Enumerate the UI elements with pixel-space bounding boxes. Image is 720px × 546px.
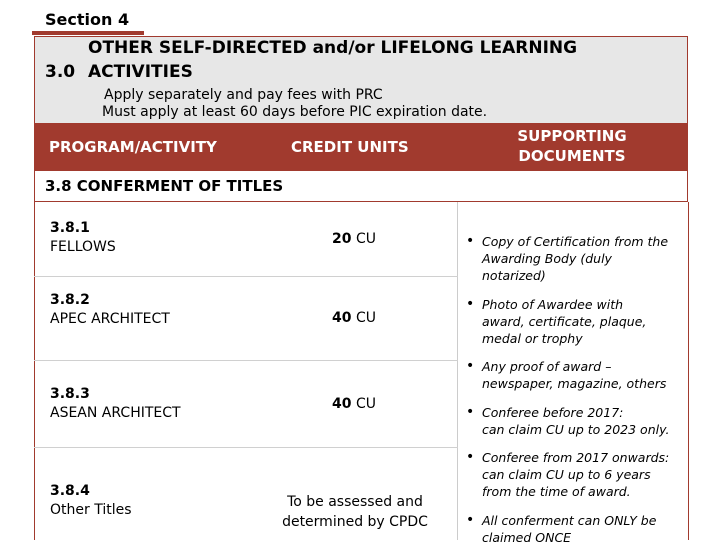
document-item	[466, 233, 691, 284]
doc-line: Conferee before 2017:	[482, 405, 624, 420]
doc-line: award, certificate, plaque,	[482, 314, 647, 329]
credit-unit: CU	[355, 396, 376, 412]
credit-value: 20	[332, 231, 352, 247]
doc-line: claimed ONCE	[482, 530, 572, 545]
document-item	[466, 358, 691, 392]
bullet: •	[466, 358, 475, 374]
supporting-line1: SUPPORTING	[517, 127, 627, 145]
subheading: 3.8 CONFERMENT OF TITLES	[45, 177, 284, 195]
header-note-line2: Must apply at least 60 days before PIC expiration date.	[102, 104, 488, 120]
bullet: •	[466, 512, 475, 528]
document-item	[466, 296, 691, 347]
doc-line: notarized)	[482, 268, 546, 283]
row-name: APEC ARCHITECT	[50, 311, 170, 327]
row-code: 3.8.3	[50, 386, 90, 402]
doc-line: Photo of Awardee with	[482, 297, 624, 312]
header-note-line1: Apply separately and pay fees with PRC	[104, 87, 383, 103]
document-item	[466, 449, 691, 500]
document-item	[466, 404, 691, 438]
supporting-line2: DOCUMENTS	[518, 147, 626, 165]
row-name: FELLOWS	[50, 239, 116, 255]
document-item	[466, 512, 691, 546]
doc-line: medal or trophy	[482, 331, 583, 346]
row-name: Other Titles	[50, 502, 132, 518]
header-title-line1: OTHER SELF-DIRECTED and/or LIFELONG LEARNING	[88, 38, 578, 58]
doc-line: from the time of award.	[482, 484, 631, 499]
bullet: •	[466, 404, 475, 420]
credit-unit: CU	[355, 231, 376, 247]
doc-line: newspaper, magazine, others	[482, 376, 667, 391]
row-code: 3.8.4	[50, 483, 90, 499]
doc-line: Awarding Body (duly	[482, 251, 612, 266]
row-code: 3.8.2	[50, 292, 90, 308]
bullet: •	[466, 296, 475, 312]
credit-units	[332, 396, 376, 412]
header-title-line2: ACTIVITIES	[88, 62, 193, 82]
credit-assessment-note	[270, 492, 440, 532]
bullet: •	[466, 233, 475, 249]
doc-line: can claim CU up to 6 years	[482, 467, 651, 482]
credit-line2: determined by CPDC	[282, 514, 428, 530]
column-credit-units: CREDIT UNITS	[291, 138, 409, 156]
header-number: 3.0	[45, 62, 76, 82]
credit-value: 40	[332, 310, 352, 326]
credit-units	[332, 231, 376, 247]
row-code: 3.8.1	[50, 220, 90, 236]
doc-line: Copy of Certification from the	[482, 234, 669, 249]
doc-line: All conferment can ONLY be	[482, 513, 657, 528]
credit-units	[332, 310, 376, 326]
row-name: ASEAN ARCHITECT	[50, 405, 181, 421]
doc-line: Any proof of award –	[482, 359, 612, 374]
credit-unit: CU	[355, 310, 376, 326]
section-label: Section 4	[45, 10, 130, 29]
column-program: PROGRAM/ACTIVITY	[49, 138, 217, 156]
doc-line: Conferee from 2017 onwards:	[482, 450, 670, 465]
credit-value: 40	[332, 396, 352, 412]
bullet: •	[466, 449, 475, 465]
credit-line1: To be assessed and	[287, 494, 423, 510]
doc-line: can claim CU up to 2023 only.	[482, 422, 670, 437]
